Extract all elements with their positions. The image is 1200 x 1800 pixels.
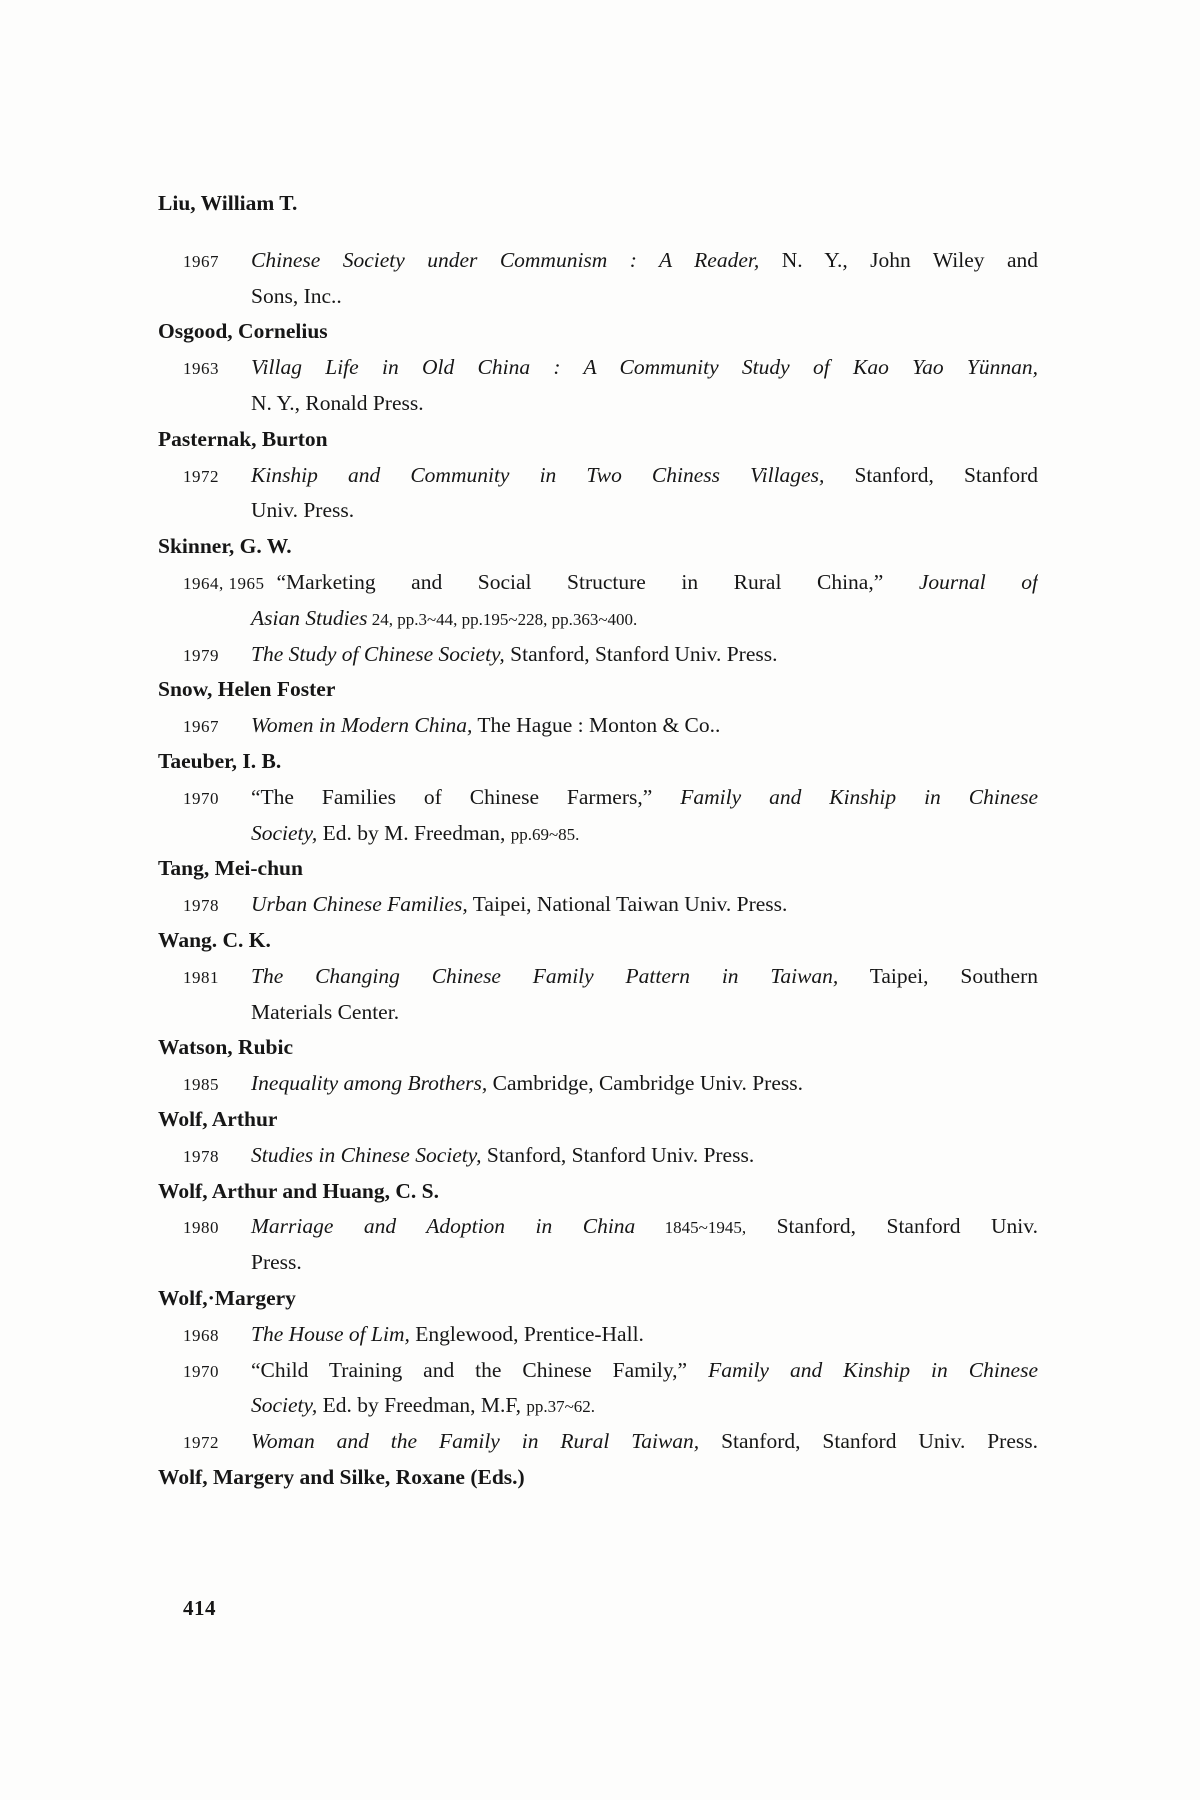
work-detail-text: Taipei, Southern: [838, 963, 1038, 988]
work-title-text: Asian Studies: [251, 605, 368, 630]
work-continuation-line: [158, 493, 1038, 529]
work-year: 1978: [183, 1146, 219, 1166]
work-year: 1985: [183, 1075, 219, 1095]
work-continuation-line: [158, 995, 1038, 1031]
work-year: 1967: [183, 717, 219, 737]
work-continuation-line: [158, 601, 1038, 637]
work-continuation-line: [158, 279, 1038, 315]
work-year: 1979: [183, 645, 219, 665]
entry-author: Liu, William T.: [158, 191, 298, 215]
work-line: [158, 350, 1038, 386]
work-detail-text: Stanford, Stanford Univ.: [746, 1214, 1038, 1239]
work-line: [158, 565, 1038, 601]
work-title-text: The Changing Chinese Family Pattern in Taiwan,: [251, 963, 839, 988]
work-line: [158, 637, 1038, 673]
entry-author: Wolf,·Margery: [158, 1285, 296, 1310]
work-line: [158, 1066, 1038, 1102]
work-detail-text: pp.69~85.: [510, 824, 580, 844]
work-detail-text: “The Families of Chinese Farmers,”: [251, 784, 681, 809]
work-continuation-line: [158, 386, 1038, 422]
work-line: [158, 1209, 1038, 1245]
work-title-text: Marriage and Adoption in China: [251, 1214, 636, 1239]
work-detail-text: Cambridge, Cambridge Univ. Press.: [487, 1071, 803, 1096]
work-title-text: Woman and the Family in Rural Taiwan,: [251, 1429, 700, 1454]
work-detail-text: Ed. by Freedman, M.F,: [317, 1393, 527, 1418]
bibliography-list: [158, 186, 1038, 1496]
work-line: [158, 1353, 1038, 1389]
entry-author: Pasternak, Burton: [158, 426, 328, 451]
entry-author: Watson, Rubic: [158, 1035, 294, 1060]
work-title-text: Villag Life in Old China : A Community Study of Kao Yao Yünnan,: [251, 355, 1038, 380]
work-detail-text: pp.37~62.: [526, 1397, 596, 1417]
work-title-text: Kinship and Community in Two Chiness Villages,: [251, 462, 825, 487]
work-line: [158, 708, 1038, 744]
work-detail-text: Materials Center.: [251, 999, 400, 1024]
work-line: [158, 458, 1038, 494]
work-year: 1978: [183, 896, 219, 916]
work-continuation-line: [158, 816, 1038, 852]
work-detail-text: N. Y., John Wiley and: [759, 247, 1038, 272]
work-year: 1970: [183, 1361, 219, 1381]
work-detail-text: 24, pp.3~44, pp.195~228, pp.363~400.: [367, 609, 638, 629]
work-title-text: The House of Lim,: [251, 1321, 410, 1346]
work-detail-text: Stanford, Stanford Univ. Press.: [699, 1429, 1038, 1454]
work-continuation-line: [158, 1245, 1038, 1281]
work-year: 1963: [183, 359, 219, 379]
work-detail-text: “Child Training and the Chinese Family,”: [251, 1357, 709, 1382]
work-title-text: Women in Modern China,: [251, 713, 473, 738]
work-title-text: Urban Chinese Families,: [251, 892, 468, 917]
work-title-text: Chinese Society under Communism : A Reader,: [251, 247, 760, 272]
work-detail-text: Stanford, Stanford Univ. Press.: [481, 1142, 755, 1167]
work-line: [158, 780, 1038, 816]
work-year: 1967: [183, 251, 219, 271]
work-title-text: Family and Kinship in Chinese: [708, 1357, 1038, 1382]
entry-author: Wang. C. K.: [158, 927, 271, 952]
page-number: 414: [183, 1596, 216, 1620]
work-year: 1981: [183, 967, 219, 987]
work-detail-text: The Hague : Monton & Co..: [472, 713, 721, 738]
work-title-text: Society,: [251, 820, 318, 845]
entry-author: Osgood, Cornelius: [158, 319, 328, 344]
entry-author: Snow, Helen Foster: [158, 677, 336, 702]
work-continuation-line: [158, 1388, 1038, 1424]
work-line: [158, 1424, 1038, 1460]
work-title-text: Inequality among Brothers,: [251, 1071, 488, 1096]
work-detail-text: “Marketing and Social Structure in Rural China,”: [276, 569, 919, 594]
work-detail-text: 1845~1945,: [635, 1218, 747, 1238]
work-detail-text: Stanford, Stanford Univ. Press.: [504, 641, 778, 666]
work-title-text: Society,: [251, 1393, 318, 1418]
work-line: [158, 887, 1038, 923]
work-title-text: Journal of: [918, 569, 1038, 594]
entry-author: Wolf, Arthur: [158, 1106, 278, 1131]
work-detail-text: Univ. Press.: [251, 498, 355, 523]
work-year: 1968: [183, 1325, 219, 1345]
work-line: [158, 243, 1038, 279]
work-detail-text: Stanford, Stanford: [824, 462, 1038, 487]
work-year: 1972: [183, 1433, 219, 1453]
entry-author: Wolf, Margery and Silke, Roxane (Eds.): [158, 1464, 525, 1489]
work-year: 1980: [183, 1218, 219, 1238]
work-year: 1970: [183, 788, 219, 808]
work-line: [158, 1317, 1038, 1353]
entry-author: Taeuber, I. B.: [158, 748, 282, 773]
work-title-text: Family and Kinship in Chinese: [680, 784, 1038, 809]
work-detail-text: Taipei, National Taiwan Univ. Press.: [467, 892, 788, 917]
work-detail-text: Ed. by M. Freedman,: [317, 820, 511, 845]
entry-author: Skinner, G. W.: [158, 534, 292, 559]
work-line: [158, 1138, 1038, 1174]
work-title-text: The Study of Chinese Society,: [251, 641, 505, 666]
work-line: [158, 959, 1038, 995]
work-year: 1964, 1965: [183, 573, 265, 593]
work-title-text: Studies in Chinese Society,: [251, 1142, 482, 1167]
work-detail-text: Press.: [251, 1250, 302, 1275]
work-detail-text: N. Y., Ronald Press.: [251, 390, 424, 415]
work-detail-text: Sons, Inc..: [251, 283, 342, 308]
entry-author: Wolf, Arthur and Huang, C. S.: [158, 1178, 439, 1203]
entry-author: Tang, Mei-chun: [158, 856, 303, 881]
work-detail-text: Englewood, Prentice-Hall.: [409, 1321, 644, 1346]
work-year: 1972: [183, 466, 219, 486]
